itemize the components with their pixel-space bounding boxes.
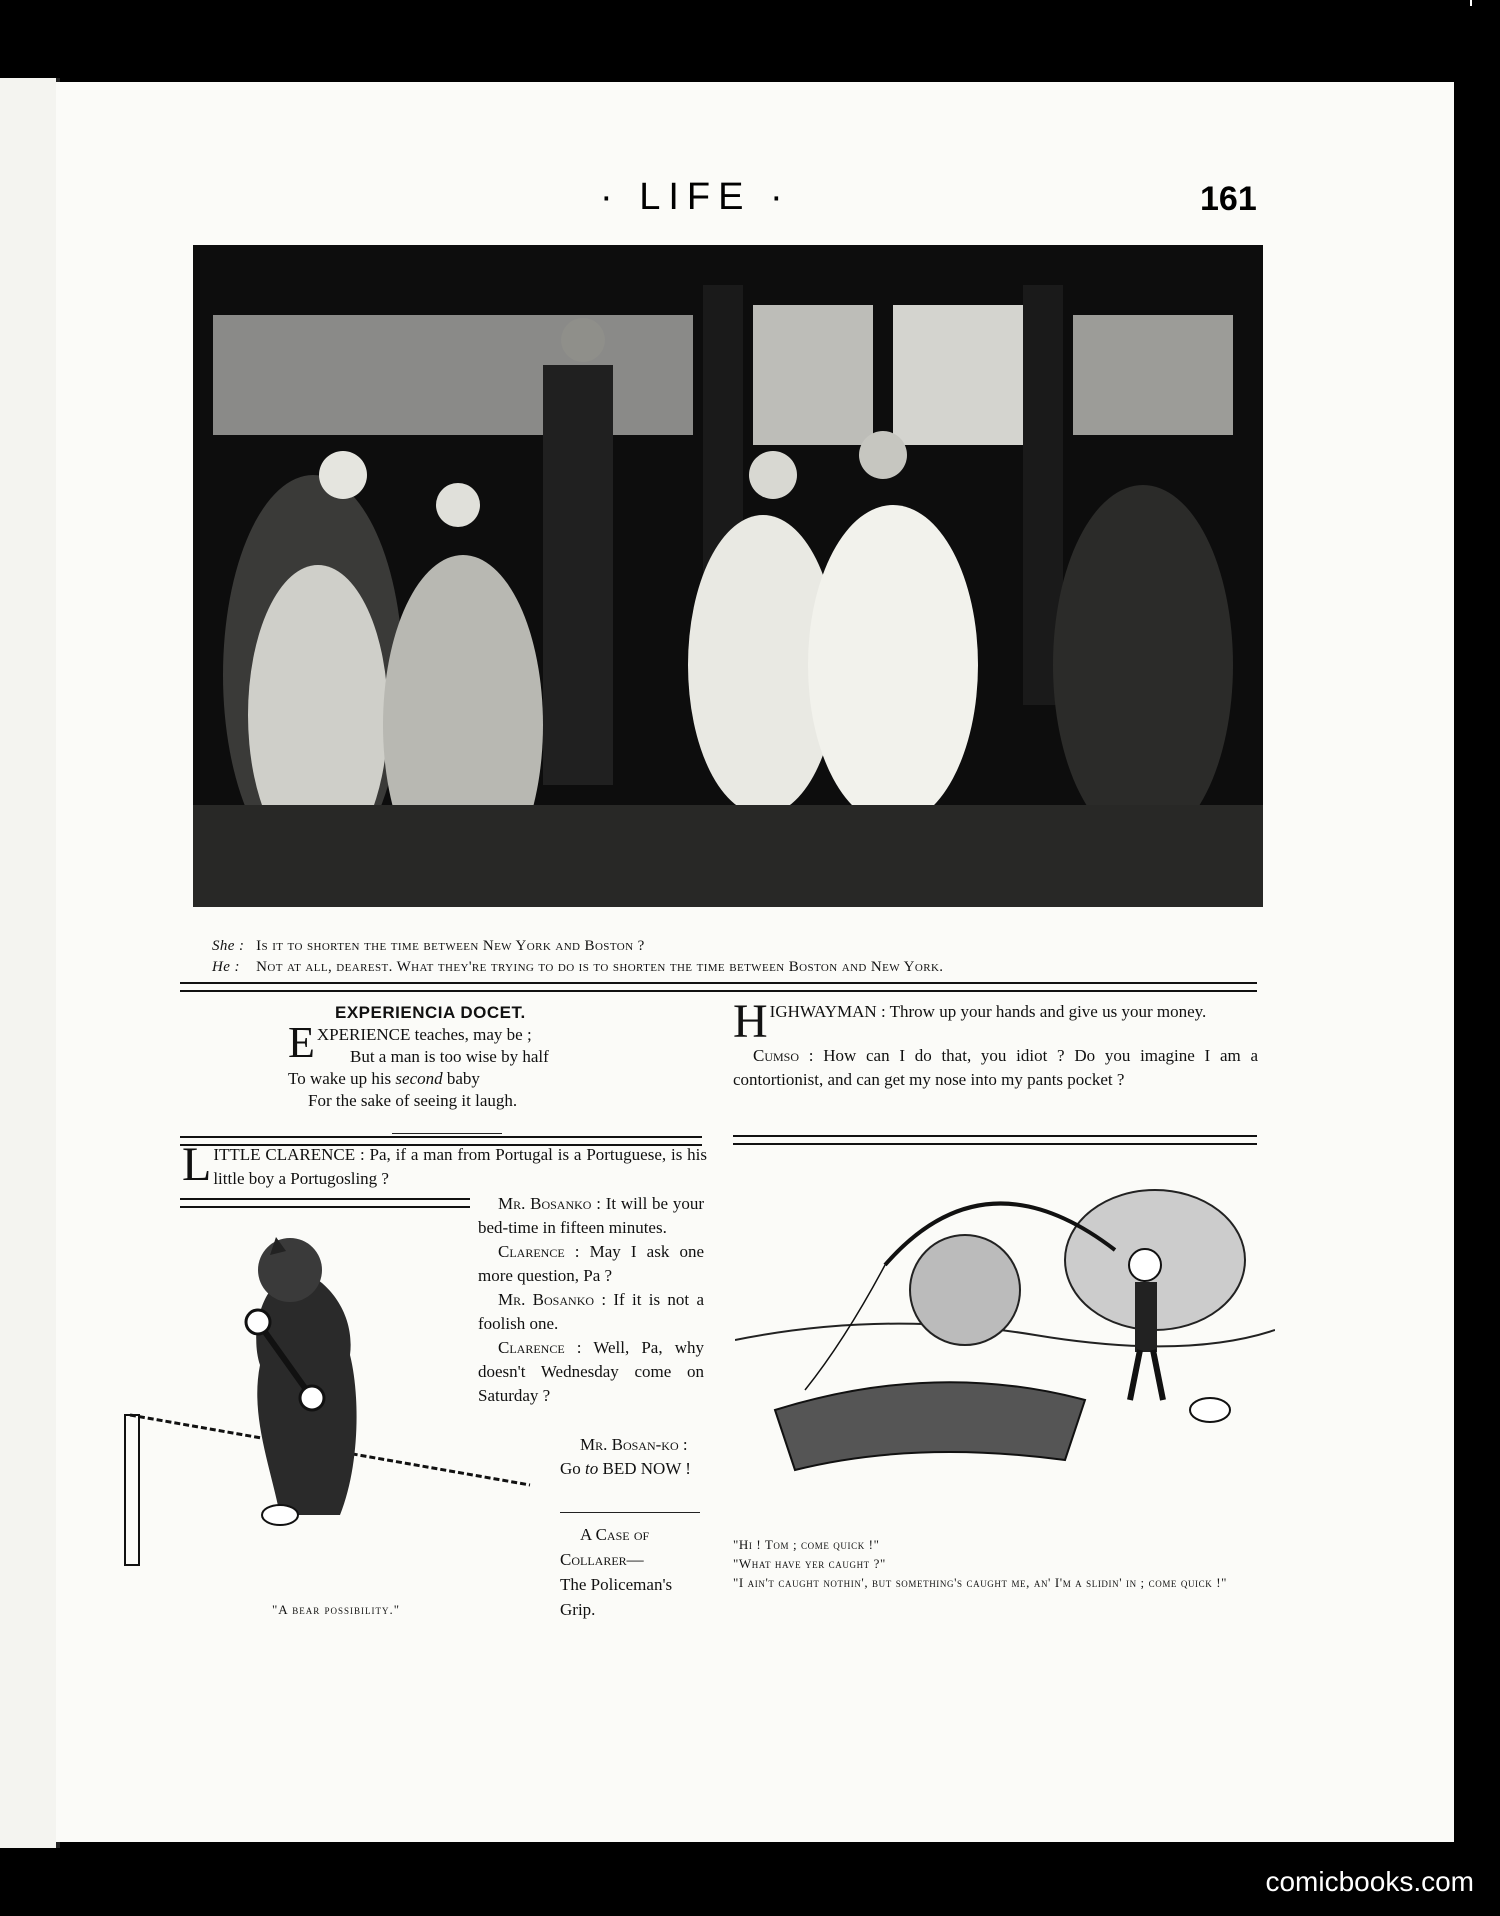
poem-dropcap: E	[288, 1018, 315, 1067]
poem-line-4: For the sake of seeing it laugh.	[308, 1091, 518, 1110]
masthead-title: · LIFE ·	[600, 176, 791, 218]
fishing-line-3: "I ain't caught nothin', but something's caught me, an' I'm a slidin' in ; come quick !"	[733, 1575, 1228, 1590]
collarer-joke	[560, 1522, 706, 1622]
cumso-reply	[733, 1044, 1258, 1092]
fishing-boy-drawing	[735, 1160, 1275, 1510]
bear-illustration	[100, 1215, 545, 1575]
bosanko-label-2: Mr. Bosanko :	[498, 1290, 607, 1309]
highwayman-joke	[733, 995, 1258, 1092]
main-cartoon-caption	[212, 936, 1252, 978]
clarence-text-2: May I ask one more question, Pa ?	[478, 1242, 704, 1285]
fishing-line-2: "What have yer caught ?"	[733, 1556, 886, 1571]
facing-page-edge	[0, 78, 60, 1848]
poem-line-1: XPERIENCE teaches, may be ;	[316, 1025, 532, 1044]
poem-end-rule	[392, 1133, 502, 1134]
fishing-caption	[733, 1535, 1263, 1592]
caption-he-text: Not at all, dearest. What they're trying to do is to shorten the time between Boston and New York.	[256, 959, 944, 975]
clarence-text-3: Well, Pa, why doesn't Wednesday come on Saturday ?	[478, 1338, 704, 1405]
poem-title: EXPERIENCIA DOCET.	[335, 1003, 526, 1022]
poem-line-3-b: baby	[442, 1069, 480, 1088]
clarence-question-text: ITTLE CLARENCE : Pa, if a man from Portugal is a Portuguese, is his little boy a Portugosling ?	[213, 1145, 707, 1188]
poem-line-3-em: second	[395, 1069, 443, 1088]
bosanko-text-1: It will be your bed-time in fifteen minutes.	[478, 1194, 705, 1237]
clarence-question	[182, 1138, 707, 1191]
highwayman-dropcap: H	[733, 995, 768, 1048]
bosanko-label-1: Mr. Bosanko :	[498, 1194, 601, 1213]
bosanko-label-3: Mr. Bosan-ko :	[580, 1435, 688, 1454]
cumso-label: Cumso :	[753, 1046, 814, 1065]
site-watermark: comicbooks.com	[1265, 1866, 1474, 1897]
collarer-text-b: The Policeman's Grip.	[560, 1575, 673, 1619]
cumso-text: How can I do that, you idiot ? Do you imagine I am a contortionist, and can get my nose into my pants pocket ?	[733, 1046, 1258, 1089]
bear-tightrope-drawing	[100, 1215, 545, 1575]
collarer-rule	[560, 1512, 700, 1513]
parlor-car-scene	[193, 245, 1263, 907]
fishing-illustration	[735, 1160, 1275, 1510]
clarence-divider	[180, 1198, 470, 1208]
section-divider	[180, 982, 1257, 992]
bosanko-final	[560, 1433, 705, 1481]
bosanko-text-2: If it is not a foolish one.	[478, 1290, 704, 1333]
fishing-line-1: "Hi ! Tom ; come quick !"	[733, 1537, 880, 1552]
poem-line-3-a: To wake up his	[288, 1069, 396, 1088]
caption-he-line	[212, 957, 1252, 978]
train-parlor-illustration	[193, 245, 1263, 907]
clarence-label-2: Clarence :	[498, 1242, 580, 1261]
collarer-text-a: A Case of Collarer—	[560, 1525, 650, 1569]
poem-line-3	[288, 1068, 618, 1090]
page-number: 161	[1200, 180, 1257, 218]
poem-line-2: But a man is too wise by half	[350, 1047, 549, 1066]
clarence-dropcap: L	[182, 1138, 212, 1191]
caption-she-line	[212, 936, 1252, 957]
right-column-divider	[733, 1135, 1257, 1145]
bosanko-text-3b: BED NOW !	[598, 1459, 691, 1478]
caption-she-text: Is it to shorten the time between New York and Boston ?	[256, 938, 645, 954]
speaker-she: She :	[212, 938, 245, 954]
highwayman-text: IGHWAYMAN : Throw up your hands and give us your money.	[769, 1002, 1207, 1021]
clarence-label-3: Clarence :	[498, 1338, 582, 1357]
scan-mark	[1470, 0, 1472, 6]
bosanko-text-3a: Go	[560, 1459, 586, 1478]
poem-body	[288, 1018, 618, 1112]
bear-caption: "A bear possibility."	[272, 1602, 401, 1617]
bosanko-text-3em: to	[585, 1459, 599, 1478]
speaker-he: He :	[212, 959, 240, 975]
